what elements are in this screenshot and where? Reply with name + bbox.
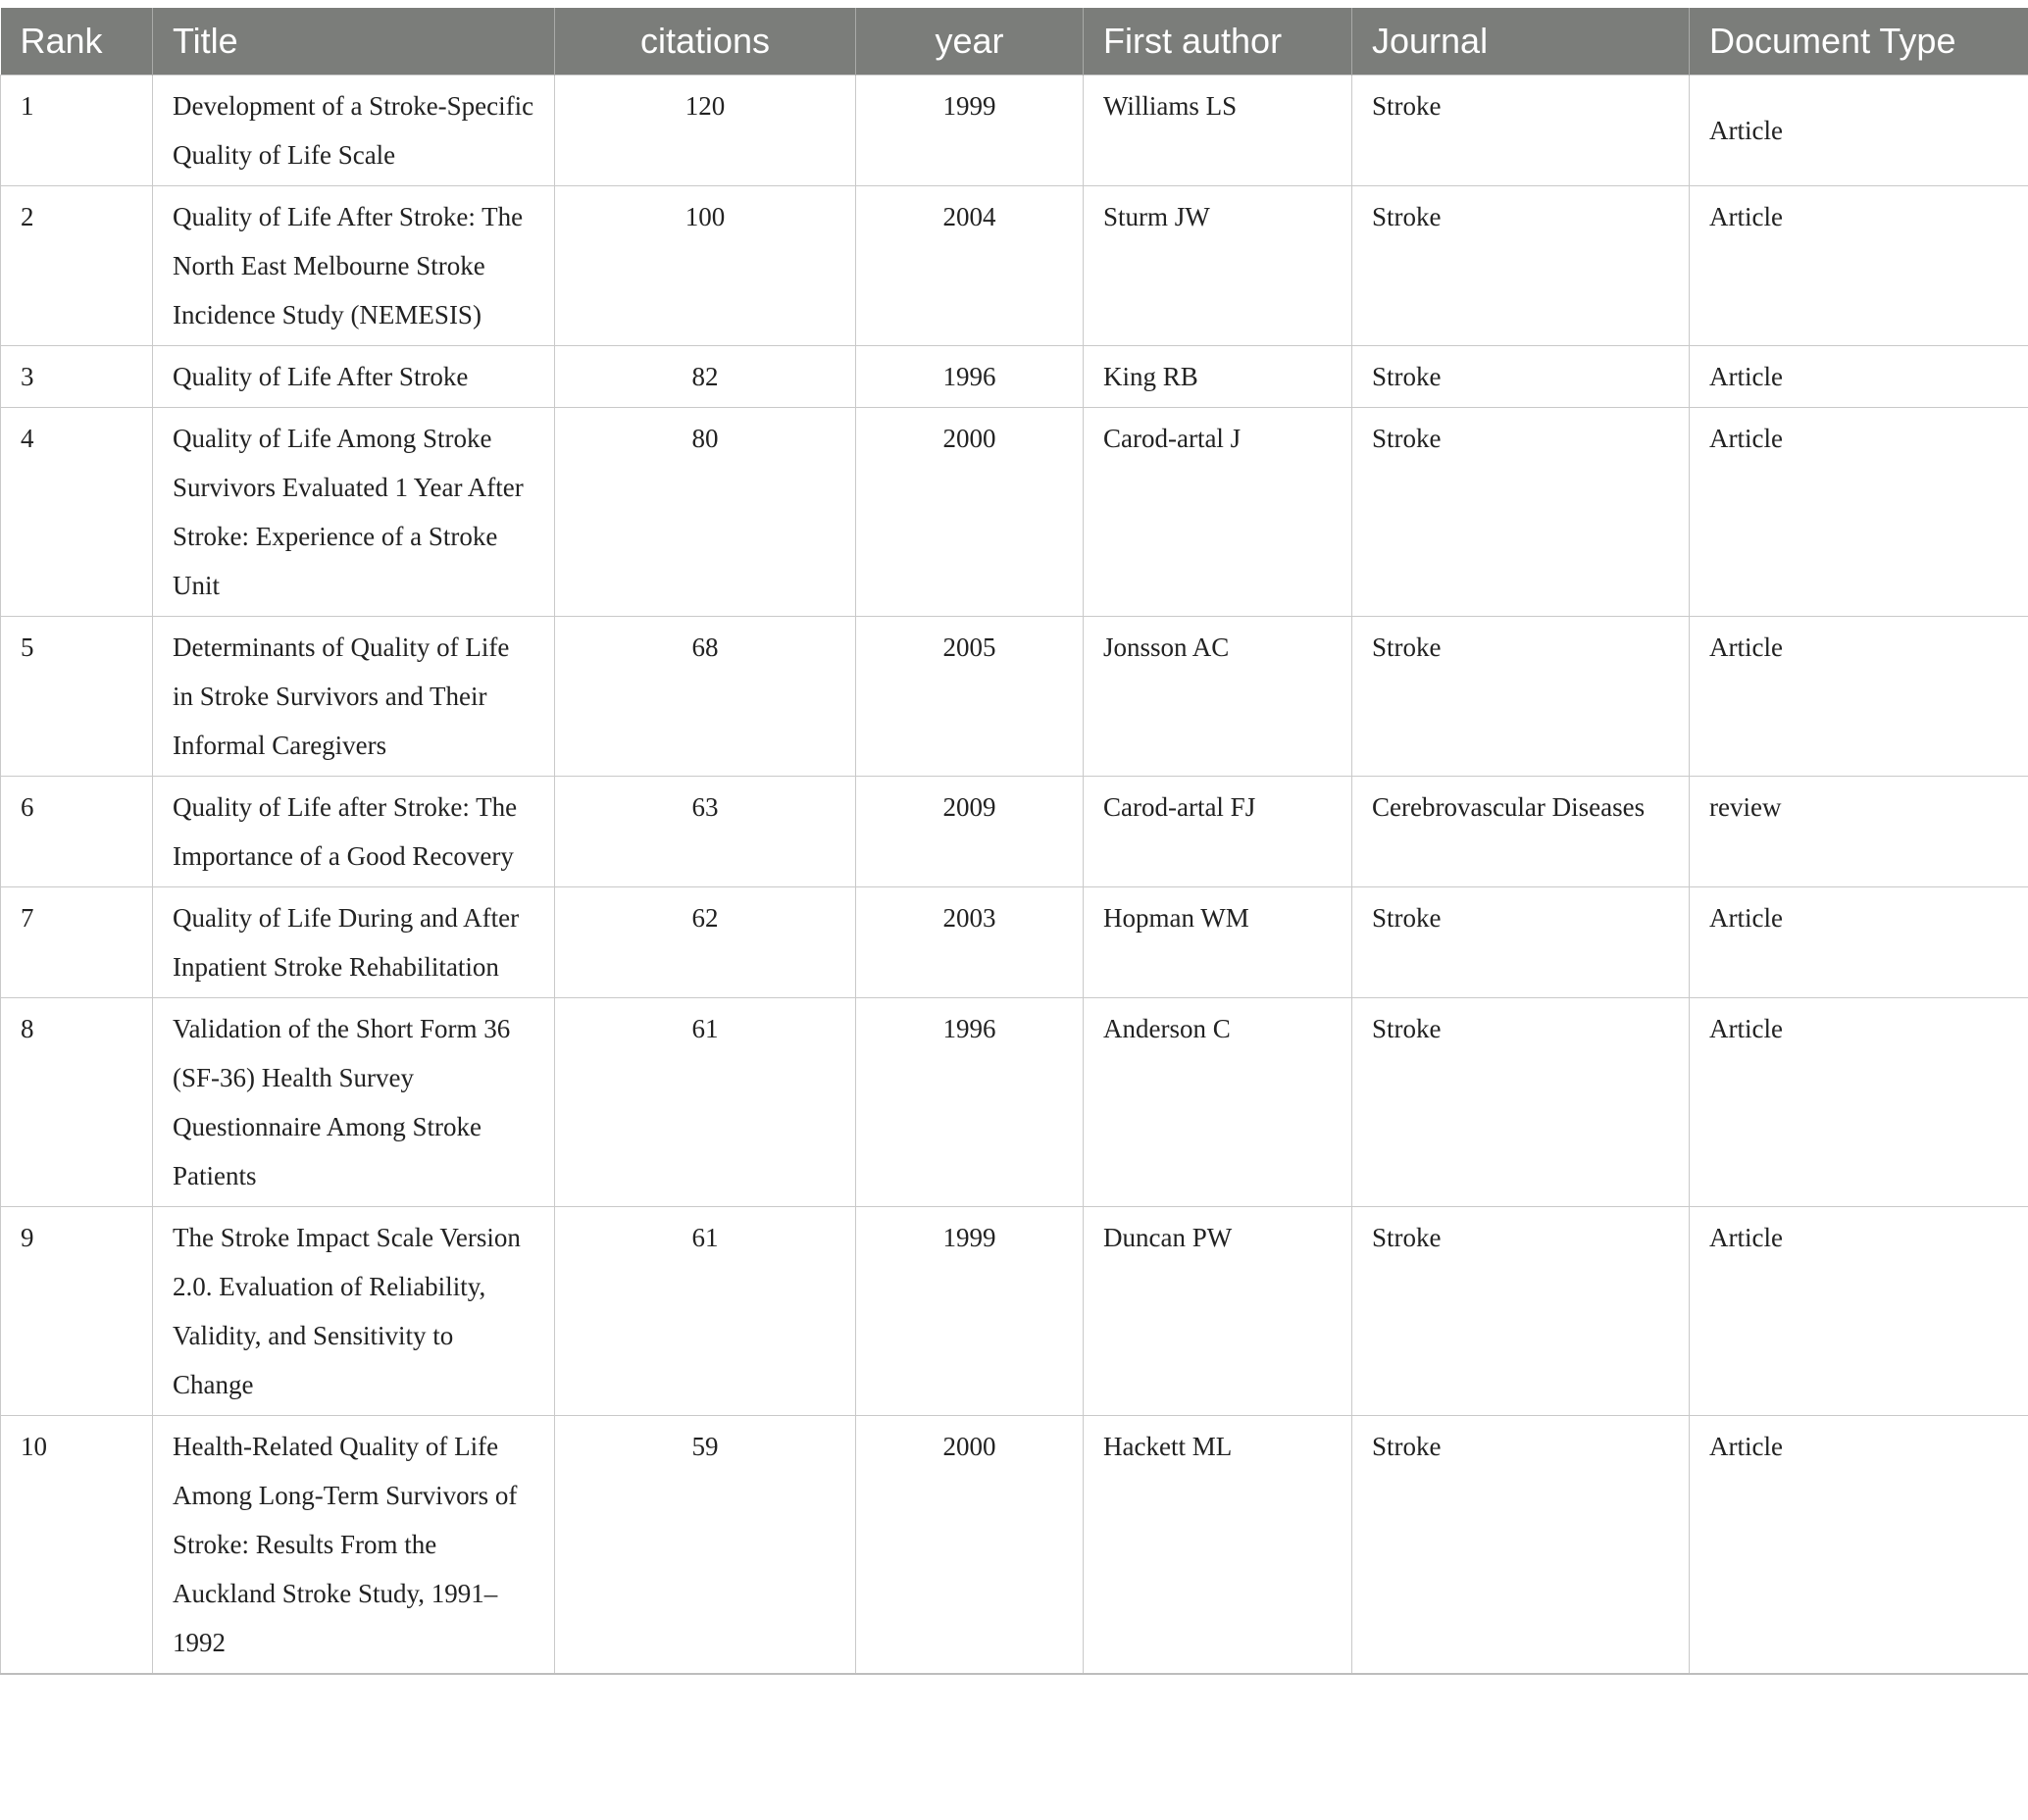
table-row — [1, 887, 2028, 998]
cell-year: 1999 — [856, 76, 1084, 186]
cell-document-type: Article — [1690, 186, 2028, 346]
cell-document-type: review — [1690, 777, 2028, 887]
cell-journal: Stroke — [1352, 617, 1690, 777]
cell-citations: 61 — [555, 998, 856, 1207]
cell-journal: Stroke — [1352, 887, 1690, 998]
header-year: year — [856, 8, 1084, 76]
cell-journal: Stroke — [1352, 408, 1690, 617]
cell-first-author: Williams LS — [1084, 76, 1352, 186]
cell-document-type: Article — [1690, 1207, 2028, 1416]
cell-rank: 6 — [1, 777, 153, 887]
cell-title: Development of a Stroke-Specific Quality of Life Scale — [153, 76, 555, 186]
cell-citations: 63 — [555, 777, 856, 887]
header-citations: citations — [555, 8, 856, 76]
cell-title: Quality of Life Among Stroke Survivors Evaluated 1 Year After Stroke: Experience of a Stroke Unit — [153, 408, 555, 617]
citations-table-container — [0, 8, 2028, 1675]
table-row — [1, 1207, 2028, 1416]
cell-first-author: Carod-artal FJ — [1084, 777, 1352, 887]
cell-rank: 3 — [1, 346, 153, 408]
cell-title: The Stroke Impact Scale Version 2.0. Evaluation of Reliability, Validity, and Sensitivity to Change — [153, 1207, 555, 1416]
cell-rank: 7 — [1, 887, 153, 998]
cell-citations: 59 — [555, 1416, 856, 1675]
table-row — [1, 346, 2028, 408]
cell-first-author: Hopman WM — [1084, 887, 1352, 998]
cell-citations: 100 — [555, 186, 856, 346]
cell-first-author: King RB — [1084, 346, 1352, 408]
cell-year: 2000 — [856, 408, 1084, 617]
cell-year: 1996 — [856, 998, 1084, 1207]
header-first-author: First author — [1084, 8, 1352, 76]
cell-rank: 4 — [1, 408, 153, 617]
cell-journal: Stroke — [1352, 1416, 1690, 1675]
cell-journal: Stroke — [1352, 1207, 1690, 1416]
cell-journal: Cerebrovascular Diseases — [1352, 777, 1690, 887]
cell-title: Health-Related Quality of Life Among Long-Term Survivors of Stroke: Results From the Auckland Stroke Study, 1991–1992 — [153, 1416, 555, 1675]
cell-citations: 68 — [555, 617, 856, 777]
cell-citations: 62 — [555, 887, 856, 998]
cell-document-type: Article — [1690, 408, 2028, 617]
cell-citations: 80 — [555, 408, 856, 617]
table-row — [1, 1416, 2028, 1675]
table-header-row — [1, 8, 2028, 76]
cell-year: 1996 — [856, 346, 1084, 408]
cell-citations: 120 — [555, 76, 856, 186]
cell-title: Determinants of Quality of Life in Stroke Survivors and Their Informal Caregivers — [153, 617, 555, 777]
cell-title: Quality of Life After Stroke — [153, 346, 555, 408]
cell-title: Quality of Life After Stroke: The North East Melbourne Stroke Incidence Study (NEMESIS) — [153, 186, 555, 346]
cell-journal: Stroke — [1352, 186, 1690, 346]
cell-first-author: Anderson C — [1084, 998, 1352, 1207]
header-journal: Journal — [1352, 8, 1690, 76]
cell-title: Quality of Life after Stroke: The Importance of a Good Recovery — [153, 777, 555, 887]
cell-citations: 61 — [555, 1207, 856, 1416]
cell-rank: 5 — [1, 617, 153, 777]
cell-journal: Stroke — [1352, 998, 1690, 1207]
cell-document-type: Article — [1690, 998, 2028, 1207]
cell-title: Quality of Life During and After Inpatient Stroke Rehabilitation — [153, 887, 555, 998]
cell-journal: Stroke — [1352, 346, 1690, 408]
cell-rank: 8 — [1, 998, 153, 1207]
cell-document-type: Article — [1690, 887, 2028, 998]
cell-rank: 2 — [1, 186, 153, 346]
cell-rank: 10 — [1, 1416, 153, 1675]
cell-document-type: Article — [1690, 346, 2028, 408]
header-title: Title — [153, 8, 555, 76]
header-rank: Rank — [1, 8, 153, 76]
cell-journal: Stroke — [1352, 76, 1690, 186]
header-document-type: Document Type — [1690, 8, 2028, 76]
table-row — [1, 777, 2028, 887]
cell-year: 2005 — [856, 617, 1084, 777]
cell-first-author: Duncan PW — [1084, 1207, 1352, 1416]
cell-year: 1999 — [856, 1207, 1084, 1416]
top-cited-papers-table — [0, 8, 2028, 1675]
cell-year: 2000 — [856, 1416, 1084, 1675]
cell-first-author: Carod-artal J — [1084, 408, 1352, 617]
table-row — [1, 998, 2028, 1207]
cell-title: Validation of the Short Form 36 (SF-36) Health Survey Questionnaire Among Stroke Patients — [153, 998, 555, 1207]
cell-year: 2009 — [856, 777, 1084, 887]
cell-document-type: Article — [1690, 617, 2028, 777]
table-row — [1, 76, 2028, 186]
table-row — [1, 617, 2028, 777]
cell-year: 2004 — [856, 186, 1084, 346]
table-row — [1, 408, 2028, 617]
table-row — [1, 186, 2028, 346]
cell-citations: 82 — [555, 346, 856, 408]
cell-rank: 9 — [1, 1207, 153, 1416]
cell-document-type: Article — [1690, 1416, 2028, 1675]
cell-year: 2003 — [856, 887, 1084, 998]
cell-first-author: Jonsson AC — [1084, 617, 1352, 777]
cell-rank: 1 — [1, 76, 153, 186]
cell-first-author: Hackett ML — [1084, 1416, 1352, 1675]
cell-first-author: Sturm JW — [1084, 186, 1352, 346]
cell-document-type: Article — [1690, 76, 2028, 186]
